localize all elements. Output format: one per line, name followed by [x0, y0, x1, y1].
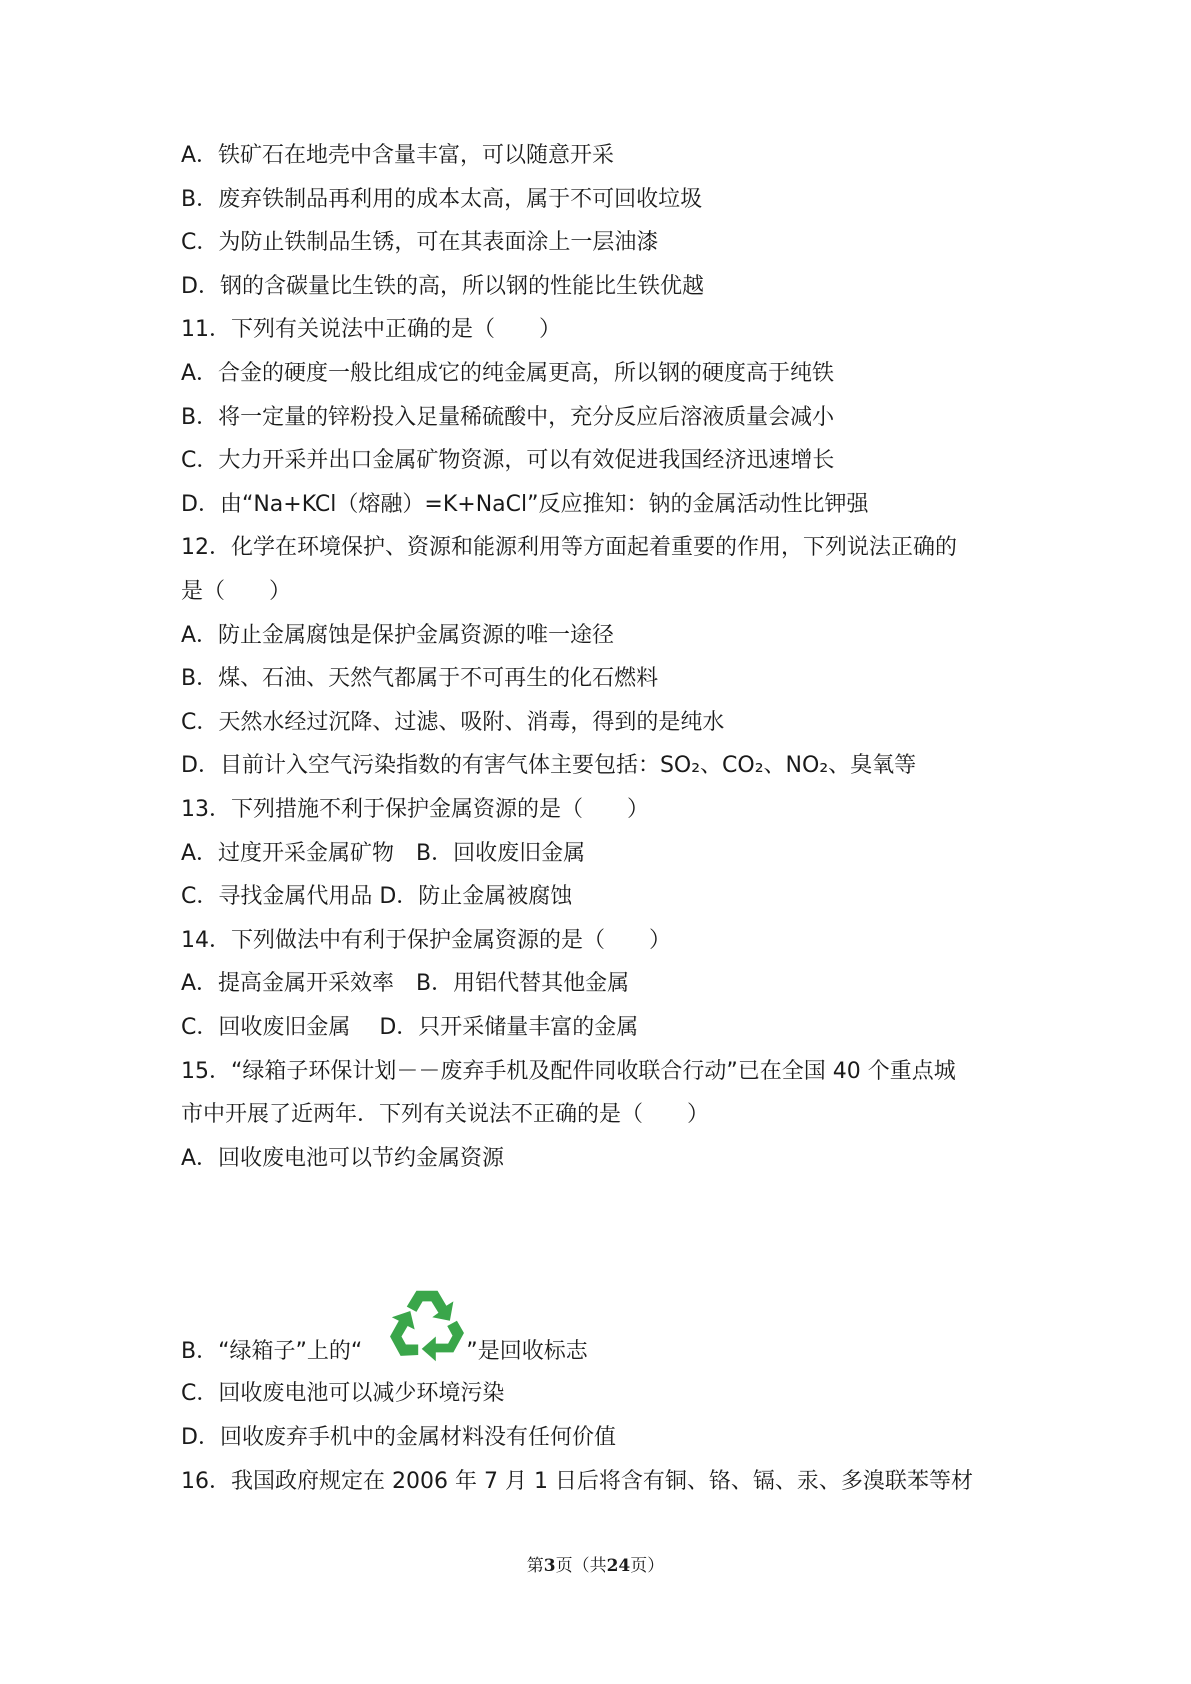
q15-option-b: [181, 1337, 1031, 1367]
footer-prefix: 第: [526, 1556, 544, 1576]
q14-options-ab: A．提高金属开采效率 B．用铝代替其他金属: [181, 971, 630, 996]
q10-option-a: A．铁矿石在地壳中含量丰富，可以随意开采: [181, 143, 615, 168]
q10-option-c: C．为防止铁制品生锈，可在其表面涂上一层油漆: [181, 230, 659, 255]
q10-option-b: B．废弃铁制品再利用的成本太高，属于不可回收垃圾: [181, 187, 703, 212]
q15-option-c: C．回收废电池可以减少环境污染: [181, 1381, 505, 1406]
q15-option-a: A．回收废电池可以节约金属资源: [181, 1146, 505, 1171]
q11-option-b: B．将一定量的锌粉投入足量稀硫酸中，充分反应后溶液质量会减小: [181, 405, 835, 430]
page-footer: [0, 1551, 1191, 1576]
recycle-icon: [383, 1282, 471, 1370]
footer-suffix: 页）: [630, 1556, 665, 1576]
q15-stem-line2: 市中开展了近两年．下列有关说法不正确的是（ ）: [181, 1102, 710, 1127]
q14-stem: 14．下列做法中有利于保护金属资源的是（ ）: [181, 928, 671, 953]
q12-option-a: A．防止金属腐蚀是保护金属资源的唯一途径: [181, 623, 615, 648]
q11-option-c: C．大力开采并出口金属矿物资源，可以有效促进我国经济迅速增长: [181, 448, 835, 473]
q12-option-b: B．煤、石油、天然气都属于不可再生的化石燃料: [181, 666, 659, 691]
q13-options-ab: A．过度开采金属矿物 B．回收废旧金属: [181, 841, 586, 866]
q15-stem-line1: 15．“绿箱子环保计划－－废弃手机及配件同收联合行动”已在全国 40 个重点城: [181, 1059, 956, 1084]
q11-option-d: D．由“Na+KCl（熔融）=K+NaCl”反应推知：钠的金属活动性比钾强: [181, 492, 869, 517]
q12-option-c: C．天然水经过沉降、过滤、吸附、消毒，得到的是纯水: [181, 710, 725, 735]
q12-stem-line1: 12．化学在环境保护、资源和能源利用等方面起着重要的作用，下列说法正确的: [181, 535, 957, 560]
q11-stem: 11．下列有关说法中正确的是（ ）: [181, 317, 561, 342]
q15-option-b-after: ”是回收标志: [466, 1339, 588, 1364]
q13-options-cd: C．寻找金属代用品 D．防止金属被腐蚀: [181, 884, 573, 909]
q12-option-d: D．目前计入空气污染指数的有害气体主要包括：SO₂、CO₂、NO₂、臭氧等: [181, 753, 917, 778]
q12-stem-line2: 是（ ）: [181, 579, 292, 604]
q10-option-d: D．钢的含碳量比生铁的高，所以钢的性能比生铁优越: [181, 274, 704, 299]
footer-page-number: 3: [543, 1556, 556, 1576]
recycle-arrows: [390, 1291, 464, 1361]
q11-option-a: A．合金的硬度一般比组成它的纯金属更高，所以钢的硬度高于纯铁: [181, 361, 835, 386]
q14-options-cd: C．回收废旧金属 D．只开采储量丰富的金属: [181, 1015, 639, 1040]
footer-middle: 页（共: [555, 1556, 607, 1576]
footer-total-pages: 24: [606, 1556, 631, 1576]
q13-stem: 13．下列措施不利于保护金属资源的是（ ）: [181, 797, 649, 822]
q15-option-b-before: B．“绿箱子”上的“: [181, 1339, 363, 1364]
q15-option-d: D．回收废弃手机中的金属材料没有任何价值: [181, 1425, 616, 1450]
q16-stem: 16．我国政府规定在 2006 年 7 月 1 日后将含有铜、铬、镉、汞、多溴联苯等材: [181, 1469, 973, 1494]
